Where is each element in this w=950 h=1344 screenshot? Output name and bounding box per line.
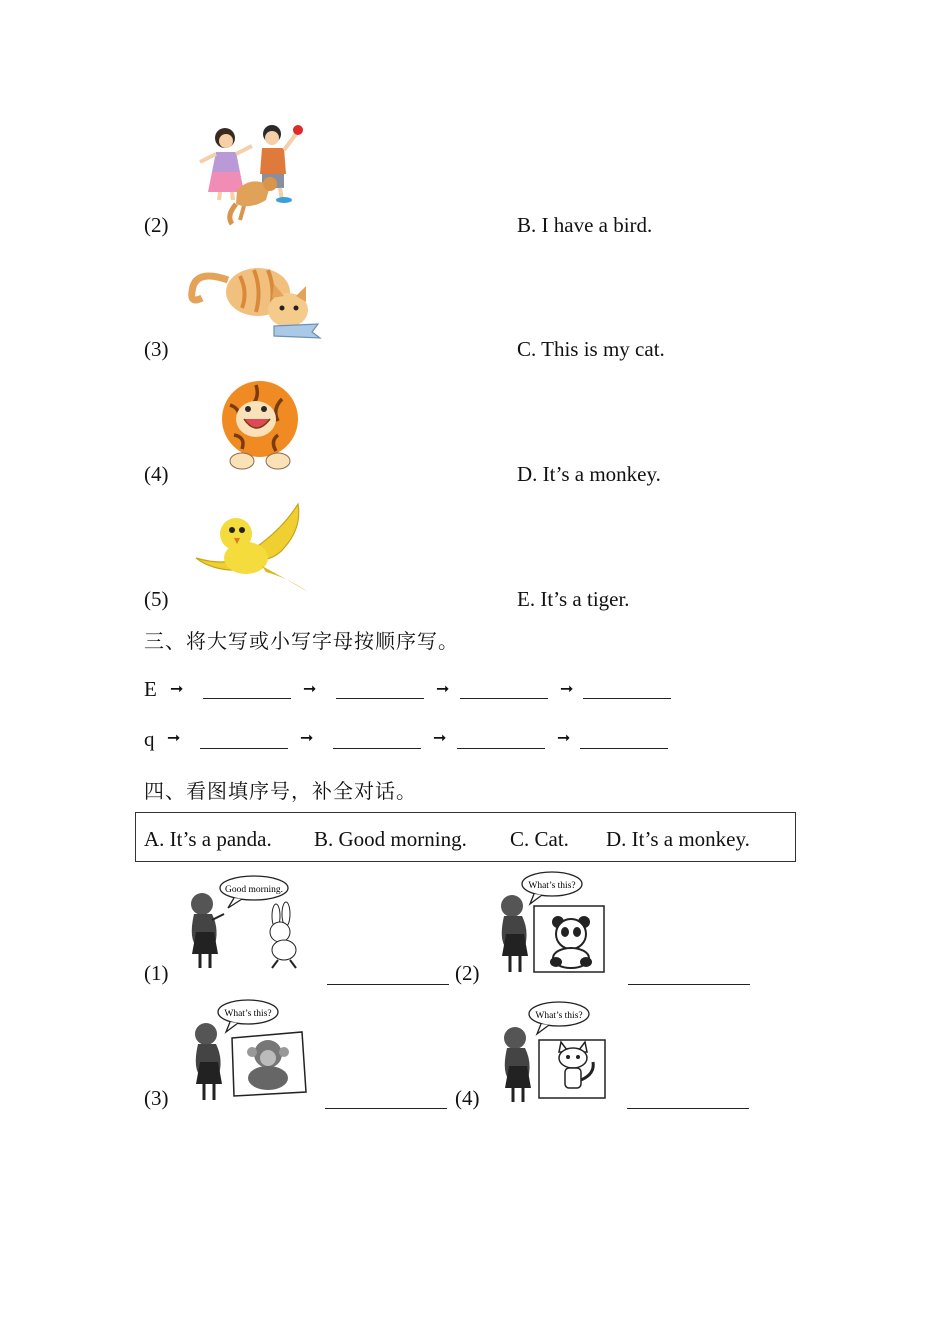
section-3-heading: 三、将大写或小写字母按顺序写。	[144, 629, 459, 653]
item-number: (2)	[455, 961, 480, 985]
answer-blank[interactable]	[203, 698, 291, 699]
start-letter: q	[144, 727, 155, 751]
start-letter: E	[144, 677, 157, 701]
answer-blank[interactable]	[325, 1108, 447, 1109]
girl-with-panda-picture-image	[494, 870, 609, 978]
row-number: (5)	[144, 587, 169, 611]
tiger-image	[212, 375, 302, 473]
answer-blank[interactable]	[628, 984, 750, 985]
girl-with-cat-picture-image	[497, 1000, 609, 1106]
answer-blank[interactable]	[327, 984, 449, 985]
girl-greeting-rabbit-image	[184, 870, 309, 975]
option-a: A. It’s a panda.	[144, 827, 272, 851]
option-d: D. It’s a monkey.	[606, 827, 750, 851]
answer-blank[interactable]	[333, 748, 421, 749]
row-number: (4)	[144, 462, 169, 486]
arrow-icon: ➞	[560, 679, 574, 698]
yellow-bird-image	[192, 500, 312, 595]
option-text: B. I have a bird.	[517, 213, 653, 237]
arrow-icon: ➞	[436, 679, 450, 698]
option-text: E. It’s a tiger.	[517, 587, 630, 611]
section-4-heading: 四、看图填序号，补全对话。	[144, 779, 417, 803]
arrow-icon: ➞	[557, 728, 571, 747]
answer-blank[interactable]	[457, 748, 545, 749]
speech-bubble-text: What’s this?	[224, 1009, 272, 1019]
children-with-dog-image	[192, 120, 307, 230]
answer-blank[interactable]	[583, 698, 671, 699]
option-text: C. This is my cat.	[517, 337, 665, 361]
answer-blank[interactable]	[336, 698, 424, 699]
arrow-icon: ➞	[300, 728, 314, 747]
row-number: (3)	[144, 337, 169, 361]
option-b: B. Good morning.	[314, 827, 467, 851]
arrow-icon: ➞	[433, 728, 447, 747]
option-c: C. Cat.	[510, 827, 569, 851]
answer-blank[interactable]	[200, 748, 288, 749]
answer-blank[interactable]	[627, 1108, 749, 1109]
speech-bubble-text: What’s this?	[535, 1011, 583, 1021]
answer-blank[interactable]	[460, 698, 548, 699]
answer-blank[interactable]	[580, 748, 668, 749]
speech-bubble-text: Good morning.	[224, 885, 284, 895]
speech-bubble-text: What’s this?	[528, 881, 576, 891]
item-number: (3)	[144, 1086, 169, 1110]
item-number: (1)	[144, 961, 169, 985]
girl-with-monkey-picture-image	[186, 998, 308, 1106]
cat-eating-fish-image	[188, 262, 323, 342]
row-number: (2)	[144, 213, 169, 237]
option-text: D. It’s a monkey.	[517, 462, 661, 486]
arrow-icon: ➞	[303, 679, 317, 698]
arrow-icon: ➞	[167, 728, 181, 747]
arrow-icon: ➞	[170, 679, 184, 698]
item-number: (4)	[455, 1086, 480, 1110]
